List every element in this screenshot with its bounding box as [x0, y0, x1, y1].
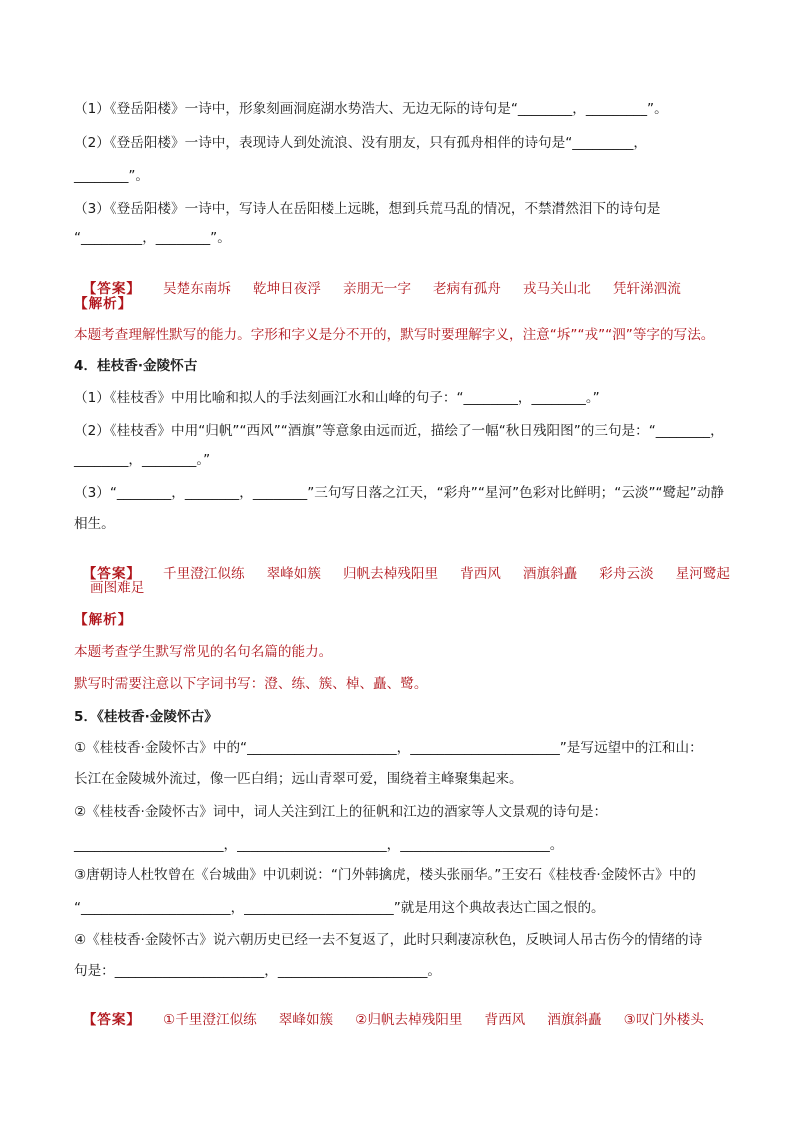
answer-item: 背西风 — [484, 1012, 526, 1028]
q4-line-1: （1）《桂枝香》中用比喻和拟人的手法刻画江水和山峰的句子：“________，________。” — [74, 390, 600, 406]
q3-line-1: （1）《登岳阳楼》一诗中，形象刻画洞庭湖水势浩大、无边无际的诗句是“________，_________”。 — [74, 101, 668, 117]
q5-line-4: ______________________，______________________，______________________。 — [74, 837, 564, 853]
q3-answer-row — [74, 262, 681, 298]
answer-item: 老病有孤舟 — [432, 281, 501, 297]
q4-line-3: ________，________。” — [74, 452, 211, 468]
q5-line-5: ③唐朝诗人杜牧曾在《台城曲》中讥刺说：“门外韩擒虎，楼头张丽华。”王安石《桂枝香·金陵怀古》中的 — [74, 867, 696, 883]
answer-label: 【答案】 — [82, 566, 142, 582]
q4-answer-continued: 画图难足 — [90, 580, 145, 596]
answer-item: 归帆去棹残阳里 — [342, 566, 439, 582]
q4-title: 4．桂枝香·金陵怀古 — [74, 358, 198, 374]
q4-line-5: 相生。 — [74, 516, 115, 532]
answer-item: 亲朋无一字 — [342, 281, 411, 297]
q3-line-3: ________”。 — [74, 168, 150, 184]
answer-item: ③叹门外楼头 — [623, 1012, 704, 1028]
answer-item: 酒旗斜矗 — [547, 1012, 602, 1028]
q5-line-1: ①《桂枝香·金陵怀古》中的“______________________，______________________”是写远望中的江和山： — [74, 740, 703, 756]
answer-item: 翠峰如簇 — [266, 566, 321, 582]
q5-answer-row — [74, 993, 704, 1029]
answer-item: 酒旗斜矗 — [522, 566, 578, 582]
analysis-label: 【解析】 — [74, 612, 133, 628]
q4-analysis-2: 默写时需要注意以下字词书写：澄、练、簇、棹、矗、鹭。 — [74, 676, 428, 692]
analysis-label: 【解析】 — [74, 296, 133, 312]
answer-item: 千里澄江似练 — [163, 566, 245, 582]
answer-item: 翠峰如簇 — [278, 1012, 334, 1028]
answer-item: 背西风 — [460, 566, 501, 582]
answer-item: 吴楚东南坼 — [163, 281, 231, 297]
q5-line-6: “______________________，______________________”就是用这个典故表达亡国之恨的。 — [74, 900, 605, 916]
answer-item: ①千里澄江似练 — [163, 1012, 257, 1028]
q5-title: 5．《桂枝香·金陵怀古》 — [74, 709, 218, 725]
q5-line-2: 长江在金陵城外流过，像一匹白绢；远山青翠可爱，围绕着主峰聚集起来。 — [74, 771, 523, 787]
q4-answer-row — [74, 547, 730, 583]
q3-line-5: “_________，________”。 — [74, 230, 231, 246]
answer-item: 戎马关山北 — [522, 281, 591, 297]
q4-line-4: （3）“________，________，________”三句写日落之江天，“彩舟”“星河”色彩对比鲜明；“云淡”“鹭起”动静 — [74, 485, 725, 501]
q4-analysis-1: 本题考查学生默写常见的名句名篇的能力。 — [74, 644, 333, 660]
answer-item: ②归帆去棹残阳里 — [355, 1012, 463, 1028]
q4-line-2: （2）《桂枝香》中用“归帆”“西风”“酒旗”等意象由远而近，描绘了一幅“秋日残阳图”的三句是：“________， — [74, 423, 724, 439]
q3-line-4: （3）《登岳阳楼》一诗中，写诗人在岳阳楼上远眺，想到兵荒马乱的情况，不禁潸然泪下的诗句是 — [74, 201, 661, 217]
q3-analysis: 本题考查理解性默写的能力。字形和字义是分不开的，默写时要理解字义，注意“坼”“戎”“泗”等字的写法。 — [74, 327, 715, 343]
answer-item: 乾坤日夜浮 — [253, 281, 321, 297]
q3-line-2: （2）《登岳阳楼》一诗中，表现诗人到处流浪、没有朋友，只有孤舟相伴的诗句是“_________， — [74, 135, 648, 151]
answer-item: 凭轩涕泗流 — [612, 281, 681, 297]
q5-line-3: ②《桂枝香·金陵怀古》词中，词人关注到江上的征帆和江边的酒家等人文景观的诗句是： — [74, 804, 608, 820]
q5-line-8: 句是：______________________，______________________。 — [74, 963, 442, 979]
answer-item: 彩舟云淡 — [599, 566, 654, 582]
answer-item: 星河鹭起 — [675, 566, 731, 582]
q5-line-7: ④《桂枝香·金陵怀古》说六朝历史已经一去不复返了，此时只剩凄凉秋色，反映词人吊古伤今的情绪的诗 — [74, 932, 703, 948]
answer-label: 【答案】 — [82, 1012, 142, 1028]
answer-label: 【答案】 — [82, 281, 142, 297]
